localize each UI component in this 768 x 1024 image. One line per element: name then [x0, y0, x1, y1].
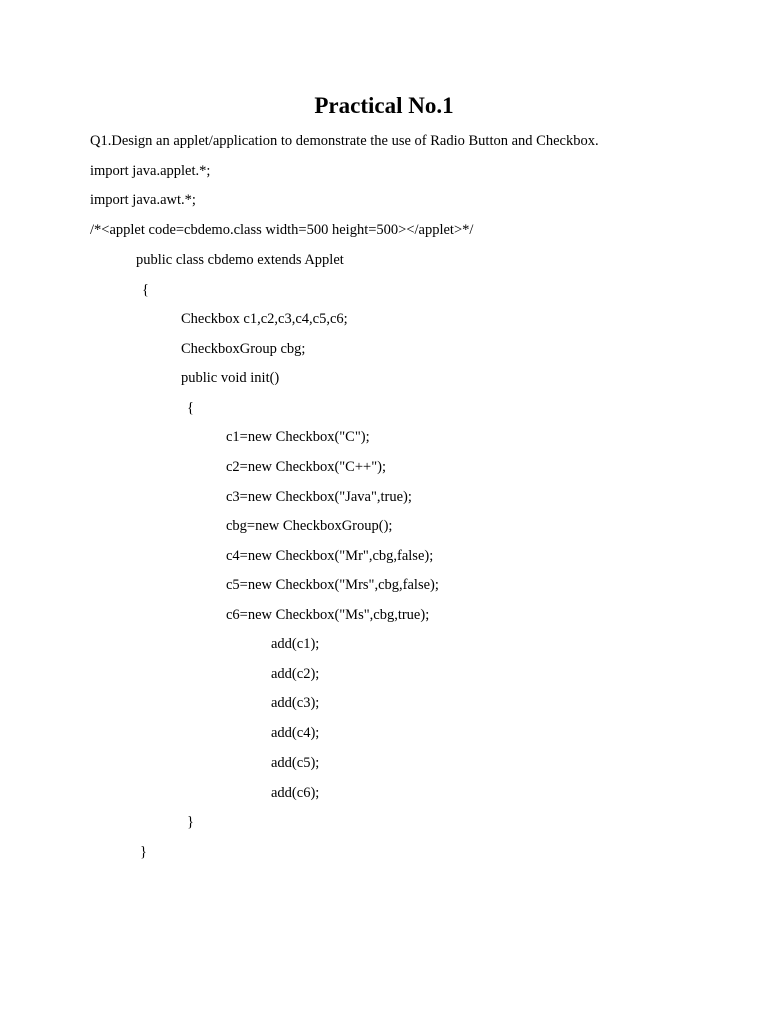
- code-line: public void init(): [181, 370, 280, 386]
- code-line: add(c3);: [271, 695, 320, 711]
- code-line: {: [187, 400, 194, 416]
- page-title: Practical No.1: [314, 93, 454, 118]
- code-line: CheckboxGroup cbg;: [181, 341, 306, 357]
- code-line: c1=new Checkbox("C");: [226, 429, 370, 445]
- code-line: import java.awt.*;: [90, 192, 196, 208]
- question-text: Q1.Design an applet/application to demonstrate the use of Radio Button and Checkbox.: [90, 133, 599, 149]
- code-line: }: [140, 844, 147, 860]
- code-line: c5=new Checkbox("Mrs",cbg,false);: [226, 577, 439, 593]
- code-line: cbg=new CheckboxGroup();: [226, 518, 393, 534]
- code-line: /*<applet code=cbdemo.class width=500 height=500></applet>*/: [90, 222, 474, 238]
- code-line: c6=new Checkbox("Ms",cbg,true);: [226, 607, 430, 623]
- code-line: c2=new Checkbox("C++");: [226, 459, 386, 475]
- code-line: public class cbdemo extends Applet: [136, 252, 344, 268]
- code-line: import java.applet.*;: [90, 163, 211, 179]
- code-line: add(c4);: [271, 725, 320, 741]
- code-line: {: [142, 282, 149, 298]
- code-line: add(c5);: [271, 755, 320, 771]
- code-line: c4=new Checkbox("Mr",cbg,false);: [226, 548, 434, 564]
- code-line: add(c2);: [271, 666, 320, 682]
- code-line: }: [187, 814, 194, 830]
- code-line: add(c6);: [271, 785, 320, 801]
- code-line: add(c1);: [271, 636, 320, 652]
- code-line: c3=new Checkbox("Java",true);: [226, 489, 412, 505]
- code-line: Checkbox c1,c2,c3,c4,c5,c6;: [181, 311, 348, 327]
